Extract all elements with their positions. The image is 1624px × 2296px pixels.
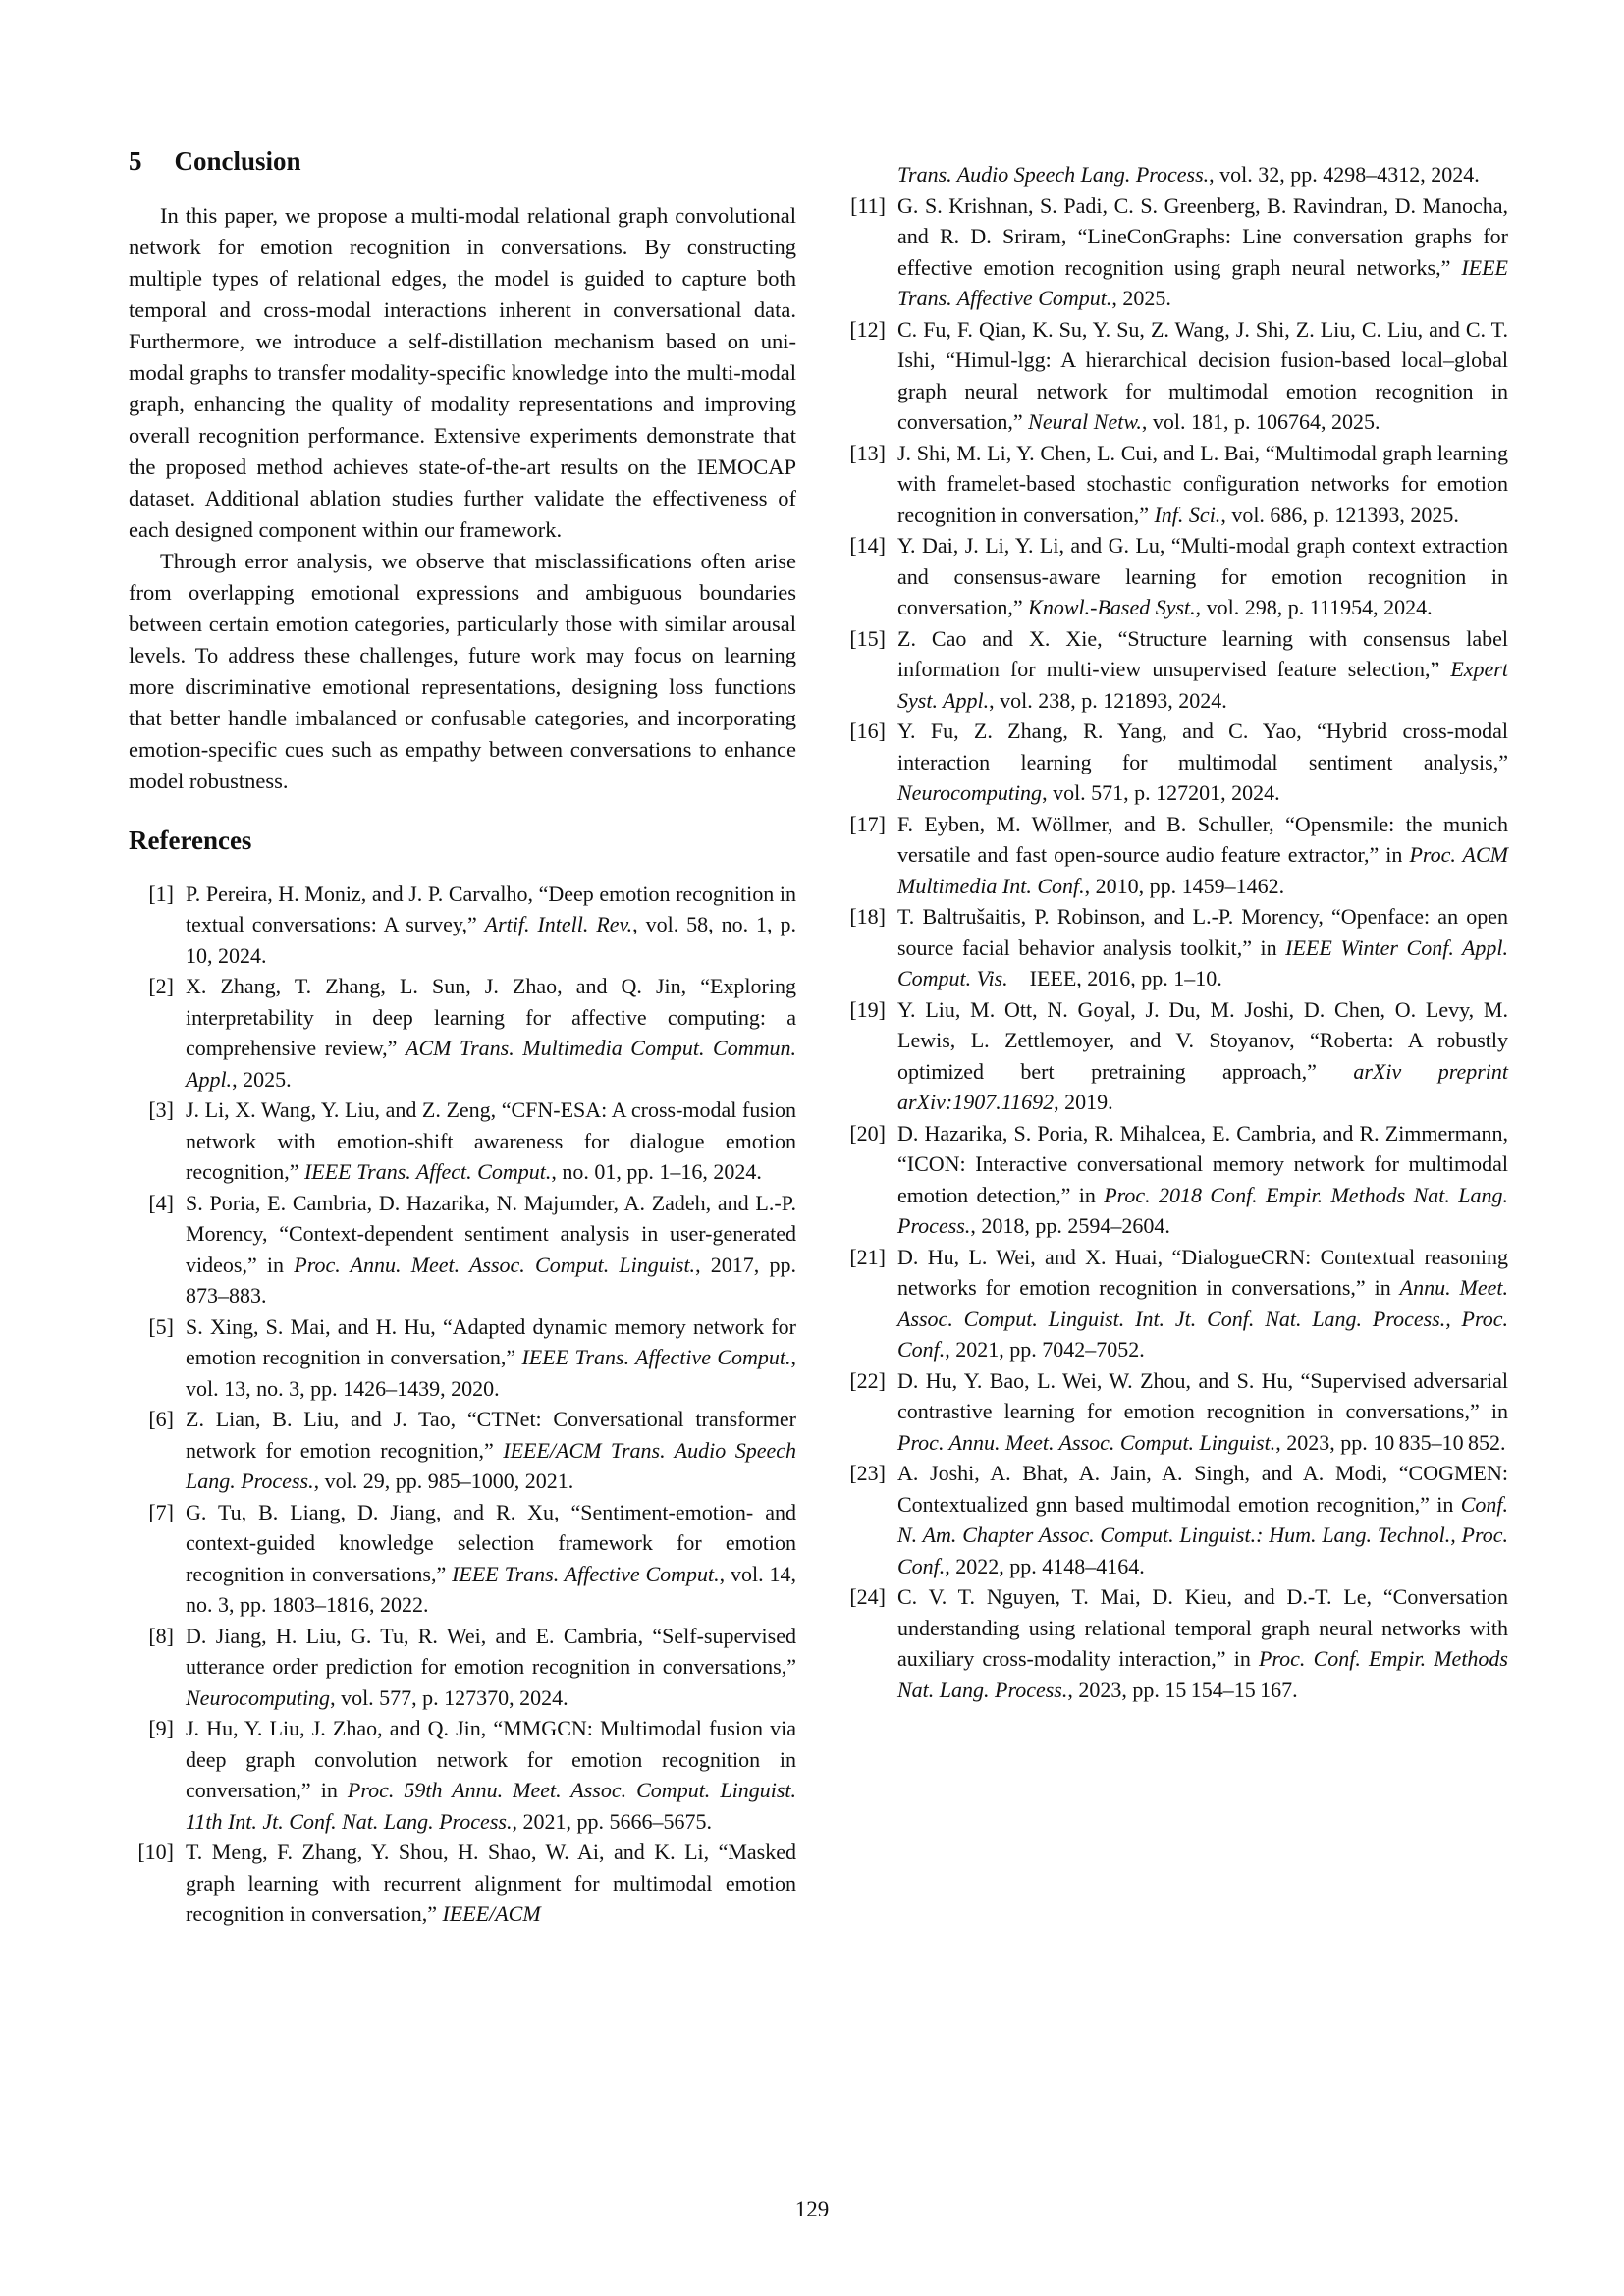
reference-item — [840, 438, 1508, 531]
reference-number: [23] — [849, 1461, 886, 1485]
reference-item — [840, 901, 1508, 994]
reference-item — [129, 1404, 796, 1497]
reference-10-continuation — [897, 159, 1508, 190]
reference-item — [129, 1188, 796, 1311]
conclusion-heading — [129, 145, 796, 177]
reference-text-segment: G. S. Krishnan, S. Padi, C. S. Greenberg, B. Ravindran, D. Manocha, and R. D. Sriram, “LineConGraphs: Line conversation graphs for effective emotion recognition using graph neural networks,” — [897, 192, 1508, 280]
left-column — [129, 145, 796, 1930]
reference-number: [2] — [148, 974, 174, 999]
venue-name: Neurocomputing — [186, 1684, 331, 1710]
reference-text-segment: , 2019. — [1054, 1090, 1113, 1114]
reference-item — [840, 623, 1508, 717]
venue-name: Proc. Annu. Meet. Assoc. Comput. Linguist. — [897, 1429, 1276, 1455]
reference-item — [840, 994, 1508, 1118]
reference-number: [1] — [148, 881, 174, 906]
reference-item — [129, 1621, 796, 1714]
reference-number: [13] — [849, 440, 886, 465]
reference-text-segment: , 2025. — [1111, 286, 1171, 310]
reference-number: [18] — [849, 904, 886, 929]
reference-text-segment: , vol. 181, p. 106764, 2025. — [1141, 409, 1380, 434]
reference-text-segment: J. Shi, M. Li, Y. Chen, L. Cui, and L. Bai, “Multimodal graph learning with framelet-based stochastic configuration networks for emotion recognition in conversation,” — [897, 440, 1508, 527]
reference-text-segment: J. Hu, Y. Liu, J. Zhao, and Q. Jin, “MMGCN: Multimodal fusion via deep graph convolution network for emotion recognition in conversation,” in — [186, 1716, 796, 1803]
reference-text-segment: , vol. 32, pp. 4298–4312, 2024. — [1209, 162, 1480, 187]
venue-name: IEEE/ACM Trans. Audio Speech Lang. Process. — [186, 1437, 796, 1494]
reference-item — [840, 716, 1508, 809]
venue-name: Neurocomputing — [897, 780, 1043, 805]
section-title: Conclusion — [174, 146, 301, 176]
reference-text-segment: IEEE, 2016, pp. 1–10. — [1007, 966, 1222, 990]
reference-text-segment: C. Fu, F. Qian, K. Su, Y. Su, Z. Wang, J. Shi, Z. Liu, C. Liu, and C. T. Ishi, “Himul-lgg: A hierarchical decision fusion-based local–global graph neural network for multimodal emotion recognition in conversation,” — [897, 316, 1508, 434]
venue-name: arXiv preprint arXiv:1907.11692 — [897, 1058, 1508, 1114]
venue-name: Inf. Sci. — [1154, 502, 1221, 527]
reference-item — [840, 1118, 1508, 1242]
reference-text-segment: Y. Liu, M. Ott, N. Goyal, J. Du, M. Joshi, D. Chen, O. Levy, M. Lewis, L. Zettlemoyer, and V. Stoyanov, “Roberta: A robustly optimized bert pretraining approach,” — [897, 996, 1508, 1084]
reference-number: [14] — [849, 533, 886, 558]
reference-text-segment: P. Pereira, H. Moniz, and J. P. Carvalho, “Deep emotion recognition in textual conversations: A survey,” — [186, 881, 796, 937]
reference-text-segment: Z. Cao and X. Xie, “Structure learning with consensus label information for multi-view unsupervised feature selection,” — [897, 625, 1508, 681]
reference-text-segment: J. Li, X. Wang, Y. Liu, and Z. Zeng, “CFN-ESA: A cross-modal fusion network with emotion-shift awareness for dialogue emotion recognition,” — [186, 1097, 796, 1185]
reference-text-segment: D. Hu, L. Wei, and X. Huai, “DialogueCRN: Contextual reasoning networks for emotion recognition in conversations,” in — [897, 1244, 1508, 1300]
reference-number: [16] — [849, 719, 886, 743]
reference-item — [129, 1311, 796, 1405]
reference-item — [840, 314, 1508, 438]
conclusion-paragraph-1: In this paper, we propose a multi-modal relational graph convolutional network for emotion recognition in conversations. By constructing multiple types of relational edges, the model is guided to capture both temporal and cross-modal interactions inherent in conversational data. Furthermore, we introduce a self-distillation mechanism based on uni-modal graphs to transfer modality-specific knowledge into the multi-modal graph, enhancing the quality of modality representations and improving overall recognition performance. Extensive experiments demonstrate that the proposed method achieves state-of-the-art results on the IEMOCAP dataset. Additional ablation studies further validate the effectiveness of each designed component within our framework. — [129, 203, 796, 543]
reference-text-segment: X. Zhang, T. Zhang, L. Sun, J. Zhao, and Q. Jin, “Exploring interpretability in deep learning for affective computing: a comprehensive review,” — [186, 974, 796, 1061]
reference-text-segment: , vol. 58, no. 1, p. 10, 2024. — [186, 912, 796, 968]
venue-name: Neural Netw. — [1028, 409, 1142, 434]
venue-name: Annu. Meet. Assoc. Comput. Linguist. Int. Jt. Conf. Nat. Lang. Process., Proc. Conf. — [897, 1275, 1509, 1362]
page-number: 129 — [794, 2197, 830, 2221]
venue-name: Knowl.-Based Syst. — [1028, 595, 1196, 619]
venue-name: IEEE Trans. Affective Comput. — [452, 1561, 720, 1586]
reference-item — [129, 1713, 796, 1837]
venue-name: Proc. 2018 Conf. Empir. Methods Nat. Lang. Process. — [897, 1182, 1508, 1238]
venue-name: IEEE Trans. Affect. Comput. — [303, 1159, 552, 1185]
reference-text-segment: S. Xing, S. Mai, and H. Hu, “Adapted dynamic memory network for emotion recognition in conversation,” — [186, 1313, 796, 1370]
section-number: 5 — [129, 146, 142, 176]
reference-item — [129, 971, 796, 1095]
venue-name: ACM Trans. Multimedia Comput. Commun. Appl. — [186, 1036, 796, 1092]
reference-number: [9] — [148, 1716, 174, 1741]
reference-number: [22] — [849, 1367, 886, 1393]
venue-name: IEEE Trans. Affective Comput. — [897, 254, 1508, 310]
reference-text-segment: , no. 01, pp. 1–16, 2024. — [551, 1159, 762, 1185]
reference-number: [3] — [148, 1097, 174, 1123]
reference-number: [6] — [148, 1407, 174, 1432]
venue-name: IEEE/ACM — [442, 1901, 541, 1927]
reference-number: [20] — [849, 1120, 886, 1146]
reference-item — [840, 1581, 1508, 1705]
references-heading: References — [129, 826, 252, 856]
conclusion-paragraph-2: Through error analysis, we observe that misclassifications often arise from overlapping emotional expressions and ambiguous boundaries between certain emotion categories, particularly those with similar arousal levels. To address these challenges, future work may focus on learning more discriminative emotional representations, designing loss functions that better handle imbalanced or confusable categories, and incorporating emotion-specific cues such as empathy between conversations to enhance model robustness. — [129, 549, 796, 794]
reference-text-segment: D. Hazarika, S. Poria, R. Mihalcea, E. Cambria, and R. Zimmermann, “ICON: Interactive conversational memory network for multimodal emotion detection,” in — [897, 1120, 1508, 1207]
reference-number: [21] — [849, 1244, 886, 1269]
venue-name: IEEE Trans. Affective Comput. — [521, 1345, 791, 1370]
reference-item — [129, 1095, 796, 1188]
venue-name: Proc. Conf. Empir. Methods Nat. Lang. Process. — [897, 1646, 1508, 1702]
reference-text-segment: , 2021, pp. 5666–5675. — [512, 1808, 712, 1834]
reference-text-segment: A. Joshi, A. Bhat, A. Jain, A. Singh, and A. Modi, “COGMEN: Contextualized gnn based multimodal emotion recognition,” in — [897, 1461, 1508, 1517]
reference-item — [840, 1365, 1508, 1459]
reference-text-segment: G. Tu, B. Liang, D. Jiang, and R. Xu, “Sentiment-emotion- and context-guided knowledge selection framework for emotion recognition in conversations,” — [186, 1499, 796, 1586]
reference-text-segment: , 2023, pp. 10 835–10 852. — [1275, 1429, 1506, 1455]
reference-number: [11] — [850, 192, 886, 218]
reference-number: [7] — [148, 1499, 174, 1524]
reference-text-segment: D. Jiang, H. Liu, G. Tu, R. Wei, and E. Cambria, “Self-supervised utterance order prediction for emotion recognition in conversations,” — [186, 1623, 796, 1680]
reference-text-segment: T. Baltrušaitis, P. Robinson, and L.-P. Morency, “Openface: an open source facial behavior analysis toolkit,” in — [897, 904, 1508, 960]
reference-text-segment: Y. Fu, Z. Zhang, R. Yang, and C. Yao, “Hybrid cross-modal interaction learning for multimodal sentiment analysis,” — [897, 719, 1508, 774]
reference-text-segment: F. Eyben, M. Wöllmer, and B. Schuller, “Opensmile: the munich versatile and fast open-source audio feature extractor,” in — [897, 811, 1508, 867]
reference-item — [129, 1497, 796, 1621]
reference-number: [5] — [148, 1313, 174, 1339]
reference-item — [840, 809, 1508, 902]
reference-text-segment: Y. Dai, J. Li, Y. Li, and G. Lu, “Multi-modal graph context extraction and consensus-aware learning for emotion recognition in conversation,” — [897, 533, 1508, 619]
reference-text-segment: , vol. 686, p. 121393, 2025. — [1220, 502, 1459, 527]
reference-item — [840, 1458, 1508, 1581]
right-column — [840, 145, 1508, 1705]
venue-name: Expert Syst. Appl. — [897, 657, 1508, 713]
reference-text-segment: , 2018, pp. 2594–2604. — [970, 1213, 1170, 1238]
reference-number: [24] — [849, 1584, 886, 1609]
reference-number: [19] — [849, 996, 886, 1022]
reference-text-segment: , vol. 577, p. 127370, 2024. — [330, 1684, 568, 1710]
venue-name: Conf. N. Am. Chapter Assoc. Comput. Linguist.: Hum. Lang. Technol., Proc. Conf. — [897, 1491, 1508, 1578]
reference-number: [12] — [849, 316, 886, 342]
reference-text-segment: , 2022, pp. 4148–4164. — [945, 1553, 1145, 1578]
venue-name: IEEE Winter Conf. Appl. Comput. Vis. — [897, 934, 1509, 990]
reference-number: [8] — [148, 1623, 174, 1648]
reference-item — [840, 190, 1508, 314]
reference-text-segment: , vol. 571, p. 127201, 2024. — [1042, 780, 1280, 805]
reference-text-segment: , 2010, pp. 1459–1462. — [1084, 873, 1285, 898]
reference-text-segment: , vol. 14, no. 3, pp. 1803–1816, 2022. — [186, 1561, 796, 1618]
reference-item — [840, 530, 1508, 623]
reference-text-segment: Z. Lian, B. Liu, and J. Tao, “CTNet: Conversational transformer network for emotion recognition,” — [186, 1407, 796, 1463]
reference-text-segment: , 2023, pp. 15 154–15 167. — [1067, 1677, 1298, 1702]
reference-text-segment: D. Hu, Y. Bao, L. Wei, W. Zhou, and S. Hu, “Supervised adversarial contrastive learning for emotion recognition in conversations,” in — [897, 1367, 1508, 1423]
reference-item — [129, 1837, 796, 1930]
reference-text-segment: , vol. 13, no. 3, pp. 1426–1439, 2020. — [186, 1345, 796, 1401]
reference-number: [15] — [849, 625, 886, 651]
reference-text-segment: , 2017, pp. 873–883. — [186, 1252, 796, 1308]
reference-text-segment: , 2025. — [232, 1066, 292, 1092]
venue-name: Trans. Audio Speech Lang. Process. — [897, 162, 1210, 187]
venue-name: Proc. Annu. Meet. Assoc. Comput. Linguist. — [294, 1252, 696, 1277]
reference-text-segment: T. Meng, F. Zhang, Y. Shou, H. Shao, W. Ai, and K. Li, “Masked graph learning with recurrent alignment for multimodal emotion recognition in conversation,” — [186, 1840, 796, 1927]
reference-text-segment: , 2021, pp. 7042–7052. — [945, 1337, 1145, 1362]
reference-text-segment: , vol. 298, p. 111954, 2024. — [1195, 595, 1433, 619]
venue-name: Artif. Intell. Rev. — [484, 912, 633, 937]
reference-text-segment: , vol. 238, p. 121893, 2024. — [989, 687, 1227, 713]
reference-number: [17] — [849, 811, 886, 836]
reference-number: [10] — [137, 1840, 174, 1865]
reference-list-right — [840, 190, 1508, 1706]
venue-name: Proc. ACM Multimedia Int. Conf. — [897, 842, 1508, 898]
reference-text-segment: S. Poria, E. Cambria, D. Hazarika, N. Majumder, A. Zadeh, and L.-P. Morency, “Context-dependent sentiment analysis in user-generated videos,” in — [186, 1190, 796, 1277]
reference-number: [4] — [148, 1190, 174, 1215]
reference-item — [129, 879, 796, 972]
reference-item — [840, 1242, 1508, 1365]
reference-text-segment: C. V. T. Nguyen, T. Mai, D. Kieu, and D.-T. Le, “Conversation understanding using relational temporal graph neural networks with auxiliary cross-modality interaction,” in — [897, 1584, 1508, 1671]
reference-list-left — [129, 879, 796, 1930]
reference-text-segment: , vol. 29, pp. 985–1000, 2021. — [313, 1468, 574, 1494]
venue-name: Proc. 59th Annu. Meet. Assoc. Comput. Linguist. 11th Int. Jt. Conf. Nat. Lang. Process. — [186, 1778, 796, 1834]
